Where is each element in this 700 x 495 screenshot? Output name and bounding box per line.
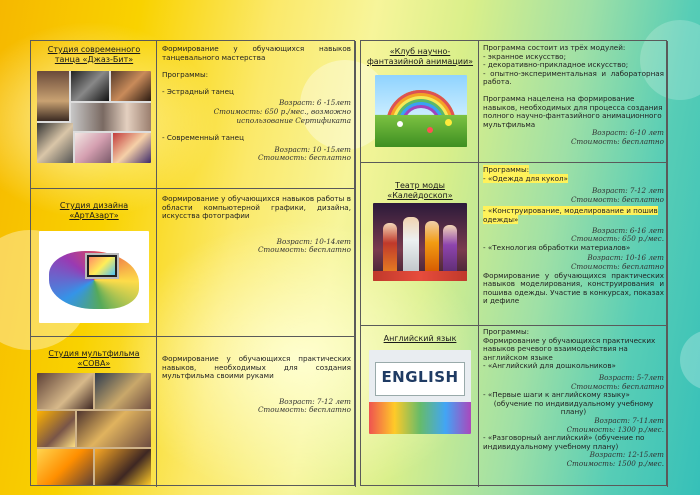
club-rainbow-image bbox=[375, 75, 467, 147]
jazz-title: Студия современного танца «Джаз-Бит» bbox=[47, 45, 141, 64]
fashion-title: Театр моды «Калейдоскоп» bbox=[387, 181, 453, 200]
club-module-1: - экранное искусство; bbox=[483, 51, 566, 61]
jazz-program-2-age: Возраст: 10 -15лет bbox=[274, 144, 351, 154]
jazz-image-cell bbox=[31, 41, 157, 189]
english-program-3-age: Возраст: 12-15лет bbox=[589, 450, 664, 460]
jazz-program-1-cost: Стоимость: 650 р./мес., возможно использование Сертификата bbox=[213, 106, 351, 125]
fashion-program-3-age: Возраст: 10-16 лет bbox=[587, 253, 664, 263]
english-program-3-cost: Стоимость: 1500 р./мес. bbox=[566, 458, 664, 468]
fashion-info-cell bbox=[479, 163, 668, 326]
english-description: Формирование у обучающихся практических навыков речевого взаимодействия на английском языке bbox=[483, 335, 656, 362]
fashion-program-1-cost: Стоимость: бесплатно bbox=[570, 194, 664, 204]
fashion-program-1-age: Возраст: 7-12 лет bbox=[591, 186, 664, 196]
jazz-program-1-name: - Эстрадный танец bbox=[162, 86, 234, 96]
english-image-cell bbox=[361, 326, 479, 487]
fashion-programs-label: Программы: bbox=[483, 165, 530, 174]
cartoon-image-cell bbox=[31, 337, 157, 487]
fashion-program-2-name: - «Конструирование, моделирование и пошив одежды» bbox=[483, 206, 658, 224]
club-title: «Клуб научно-фантазийной анимации» bbox=[366, 47, 474, 66]
cartoon-description: Формирование у обучающихся практических навыков, необходимых для создания мультфильма своими руками bbox=[162, 354, 351, 381]
club-info-cell bbox=[479, 41, 668, 163]
jazz-programs-label: Программы: bbox=[162, 70, 209, 80]
bokeh-light bbox=[680, 330, 700, 390]
jazz-info-cell bbox=[157, 41, 356, 189]
english-book-image bbox=[369, 350, 471, 434]
cartoon-cost: Стоимость: бесплатно bbox=[257, 405, 351, 415]
english-program-3-name: - «Разговорный английский» bbox=[483, 433, 593, 443]
club-cost: Стоимость: бесплатно bbox=[570, 136, 664, 146]
english-program-2-name: - «Первые шаги к английскому языку» bbox=[483, 390, 630, 400]
club-age: Возраст: 6-10 лет bbox=[591, 128, 664, 138]
english-title: Английский язык bbox=[383, 334, 457, 343]
english-program-2-note: (обучение по индивидуальному учебному плану) bbox=[493, 398, 654, 417]
cartoon-collage-image bbox=[37, 373, 151, 485]
fashion-description: Формирование у обучающихся практических навыков моделирования, конструирования и пошива одежды. Участие в конкурсах, показах и дефиле bbox=[483, 270, 664, 306]
right-table bbox=[360, 40, 667, 486]
left-table bbox=[30, 40, 355, 486]
english-program-1-age: Возраст: 5-7лет bbox=[598, 372, 664, 382]
design-cost: Стоимость: бесплатно bbox=[257, 245, 351, 255]
jazz-collage-image bbox=[37, 71, 151, 163]
english-program-3-note: (обучение по индивидуальному учебному плану) bbox=[483, 433, 645, 451]
design-description: Формирование у обучающихся навыков работы в области компьютерной графики, дизайна, искусства фотографии bbox=[162, 194, 351, 221]
fashion-program-3-cost: Стоимость: бесплатно bbox=[570, 261, 664, 271]
design-age: Возраст: 10-14лет bbox=[276, 236, 351, 246]
club-module-3: - опытно-экспериментальная и лабораторная работа. bbox=[483, 68, 664, 87]
design-image-cell bbox=[31, 189, 157, 337]
club-modules-intro: Программа состоит из трёх модулей: bbox=[483, 43, 626, 52]
fashion-image-cell bbox=[361, 163, 479, 326]
design-art-image bbox=[39, 231, 149, 323]
club-image-cell bbox=[361, 41, 479, 163]
english-image-word: ENGLISH bbox=[381, 368, 459, 386]
club-description: Программа нацелена на формирование навыков, необходимых для процесса создания полного научно-фантазийного анимационного мультфильма bbox=[483, 93, 663, 129]
jazz-program-2-name: - Современный танец bbox=[162, 133, 244, 143]
fashion-program-2-cost: Стоимость: 650 р./мес. bbox=[571, 234, 664, 244]
cartoon-age: Возраст: 7-12 лет bbox=[278, 396, 351, 406]
design-title: Студия дизайна «АртАзарт» bbox=[59, 201, 129, 220]
english-info-cell bbox=[479, 326, 668, 487]
club-module-2: - декоративно-прикладное искусство; bbox=[483, 60, 629, 70]
cartoon-info-cell bbox=[157, 337, 356, 487]
jazz-program-1-age: Возраст: 6 -15лет bbox=[278, 98, 351, 108]
fashion-show-image bbox=[373, 203, 467, 281]
english-program-1-name: - «Английский для дошкольников» bbox=[483, 361, 616, 371]
jazz-description: Формирование у обучающихся навыков танцевального мастерства bbox=[162, 44, 351, 62]
jazz-program-2-cost: Стоимость: бесплатно bbox=[257, 153, 351, 163]
cartoon-title: Студия мультфильма «СОВА» bbox=[48, 349, 140, 368]
fashion-program-2-age: Возраст: 6-16 лет bbox=[591, 225, 664, 235]
english-program-2-cost: Стоимость: 1300 р./мес. bbox=[566, 424, 664, 434]
english-program-1-cost: Стоимость: бесплатно bbox=[570, 381, 664, 391]
english-program-2-age: Возраст: 7-11лет bbox=[594, 415, 664, 425]
fashion-program-3-name: - «Технология обработки материалов» bbox=[483, 242, 631, 252]
english-programs-label: Программы: bbox=[483, 327, 530, 336]
design-info-cell bbox=[157, 189, 356, 337]
fashion-program-1-name: - «Одежда для кукол» bbox=[483, 173, 568, 183]
